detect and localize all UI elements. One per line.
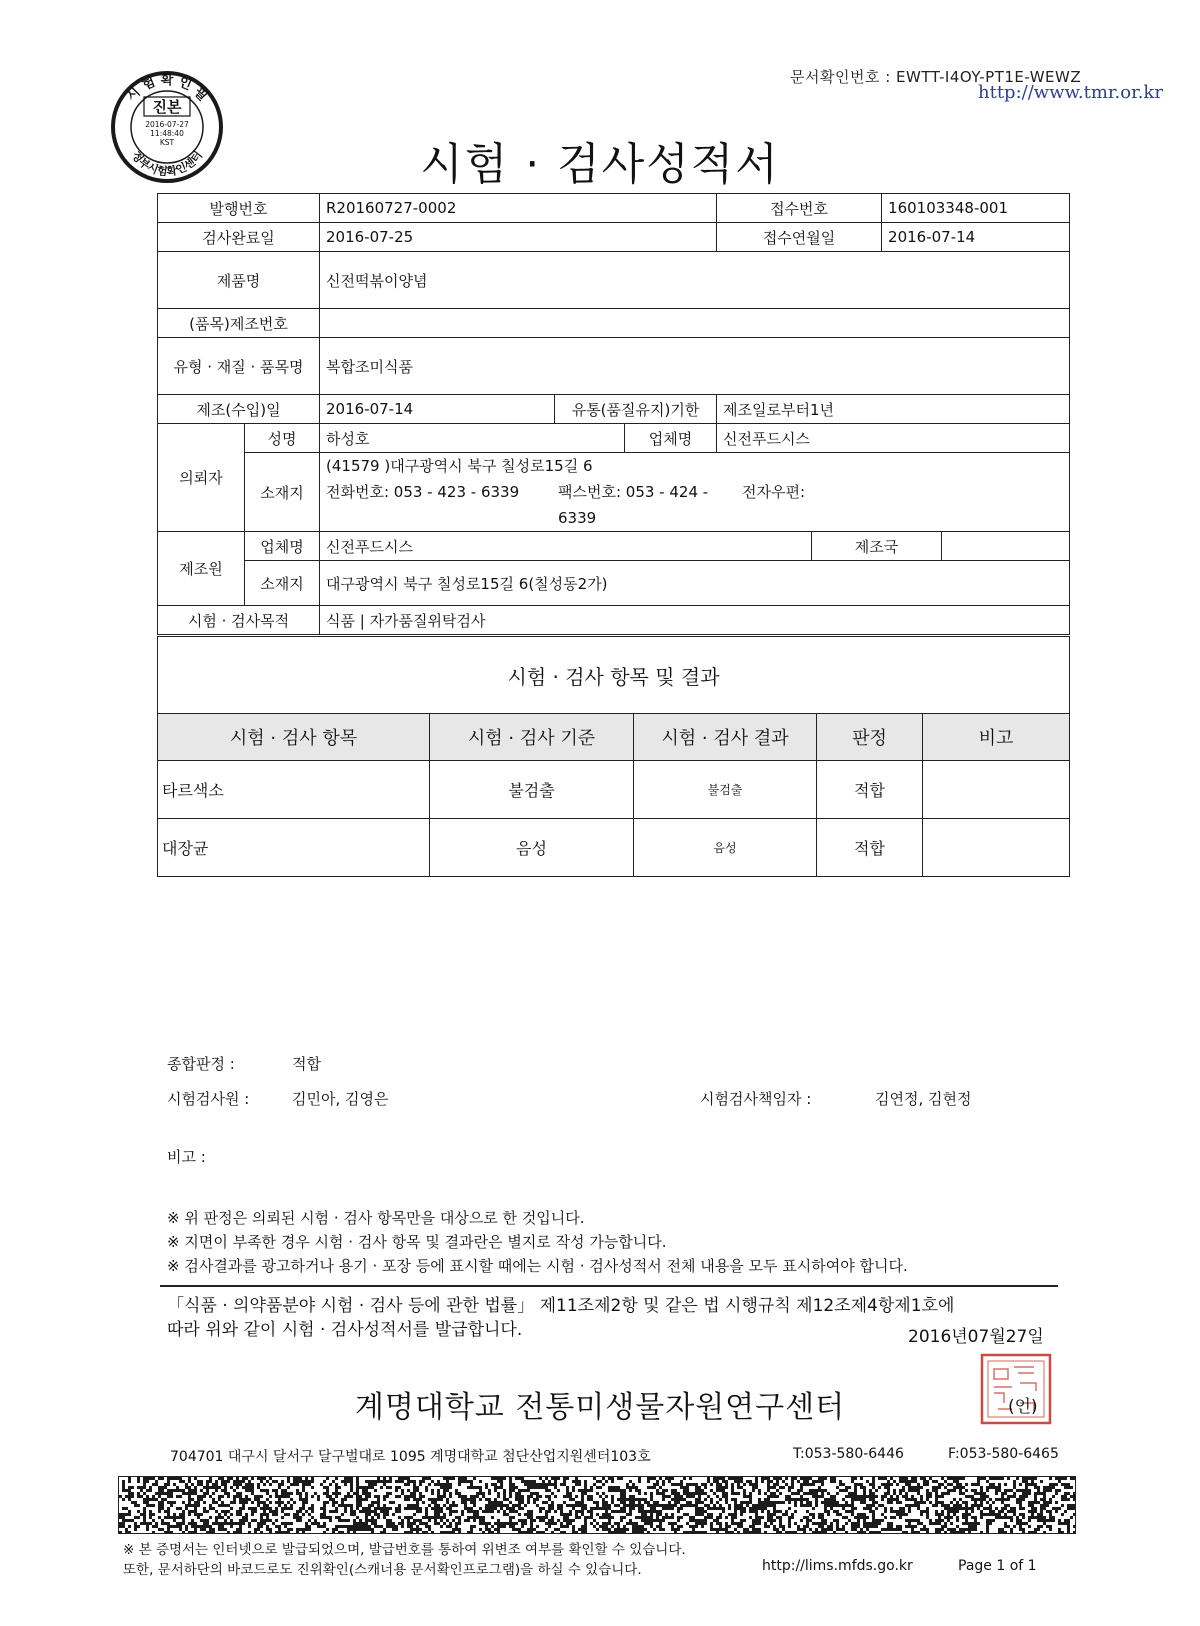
purpose-label: 시험 · 검사목적 xyxy=(158,606,320,635)
client-address: (41579 )대구광역시 북구 칠성로15길 6 xyxy=(326,457,593,475)
header-verdict: 판정 xyxy=(817,714,923,761)
issue-date: 2016년07월27일 xyxy=(908,1327,1044,1347)
row-result: 불검출 xyxy=(634,761,817,819)
header-item: 시험 · 검사 항목 xyxy=(158,714,430,761)
barcode-pattern-icon xyxy=(119,1477,1075,1533)
table-row xyxy=(158,761,1070,819)
law-statement-line1: 「식품 · 의약품분야 시험 · 검사 등에 관한 법률」 제11조제2항 및 같은 법 시행규칙 제12조제4항제1호에 xyxy=(167,1296,955,1316)
expiry-value: 제조일로부터1년 xyxy=(717,395,1070,424)
manager-label: 시험검사책임자 : xyxy=(700,1090,812,1108)
maker-location-label: 소재지 xyxy=(245,561,320,606)
maker-company: 신전푸드시스 xyxy=(320,532,812,561)
seal-top-text: 시 험 확 인 필 xyxy=(124,73,210,105)
complete-date-label: 검사완료일 xyxy=(158,223,320,252)
row-verdict: 적합 xyxy=(817,761,923,819)
remark-label: 비고 : xyxy=(167,1148,206,1166)
law-statement-line2: 따라 위와 같이 시험 · 검사성적서를 발급합니다. xyxy=(167,1320,523,1340)
client-location-label: 소재지 xyxy=(245,453,320,532)
maker-company-label: 업체명 xyxy=(245,532,320,561)
org-address: 704701 대구시 달서구 달구벌대로 1095 계명대학교 첨단산업지원센터103호 xyxy=(170,1449,651,1465)
product-name: 신전떡볶이양념 xyxy=(320,252,1070,309)
row-remark xyxy=(923,761,1070,819)
client-email: 전자우편: xyxy=(742,483,806,501)
row-standard: 음성 xyxy=(430,819,634,877)
org-fax: F:053-580-6465 xyxy=(948,1446,1059,1462)
manager-names: 김연정, 김현정 xyxy=(875,1090,972,1108)
seal-date: 2016-07-27 xyxy=(145,120,189,129)
issue-no: R20160727-0002 xyxy=(320,194,717,223)
client-fax: 팩스번호: 053 - 424 - 6339 xyxy=(558,483,709,527)
footer-note-line2: 또한, 문서하단의 바코드로도 진위확인(스캐너용 문서확인프로그램)을 하실 수 있습니다. xyxy=(123,1562,642,1578)
receipt-no: 160103348-001 xyxy=(882,194,1070,223)
seal-tz: KST xyxy=(159,138,175,147)
client-phone: 전화번호: 053 - 423 - 6339 xyxy=(326,483,520,501)
seal-bottom-text: 정부시험확인센터 xyxy=(128,148,206,179)
client-company: 신전푸드시스 xyxy=(717,424,1070,453)
mfg-date: 2016-07-14 xyxy=(320,395,555,424)
table-row xyxy=(158,819,1070,877)
top-url[interactable]: http://www.tmr.or.kr xyxy=(978,82,1163,103)
client-name: 하성호 xyxy=(320,424,625,453)
client-company-label: 업체명 xyxy=(625,424,717,453)
info-table xyxy=(157,193,1070,635)
row-verdict: 적합 xyxy=(817,819,923,877)
results-table xyxy=(157,636,1070,877)
client-label: 의뢰자 xyxy=(158,424,245,532)
receipt-date-label: 접수연월일 xyxy=(717,223,882,252)
header-remark: 비고 xyxy=(923,714,1070,761)
expiry-label: 유통(품질유지)기한 xyxy=(555,395,717,424)
results-section-title: 시험 · 검사 항목 및 결과 xyxy=(158,637,1070,714)
org-tel: T:053-580-6446 xyxy=(793,1446,904,1462)
note-line: ※ 지면이 부족한 경우 시험 · 검사 항목 및 결과란은 별지로 작성 가능합니다. xyxy=(167,1233,667,1251)
note-line: ※ 검사결과를 광고하거나 용기 · 포장 등에 표시할 때에는 시험 · 검사성적서 전체 내용을 모두 표시하여야 합니다. xyxy=(167,1257,908,1275)
receipt-date: 2016-07-14 xyxy=(882,223,1070,252)
divider xyxy=(160,1285,1058,1287)
purpose-value: 식품 | 자가품질위탁검사 xyxy=(320,606,1070,635)
page-title: 시험 · 검사성적서 xyxy=(420,139,780,190)
inspector-label: 시험검사원 : xyxy=(167,1090,250,1108)
note-line: ※ 위 판정은 의뢰된 시험 · 검사 항목만을 대상으로 한 것입니다. xyxy=(167,1209,585,1227)
organization-name: 계명대학교 전통미생물자원연구센터 xyxy=(354,1390,846,1425)
type-value: 복합조미식품 xyxy=(320,338,1070,395)
maker-label: 제조원 xyxy=(158,532,245,606)
overall-label: 종합판정 : xyxy=(167,1055,235,1073)
seal-center: 진본 xyxy=(152,98,182,116)
row-item: 타르색소 xyxy=(158,761,430,819)
seal-mark: (인) xyxy=(1008,1397,1038,1417)
lot-value xyxy=(320,309,1070,338)
document-check-number: 문서확인번호 : EWTT-I4OY-PT1E-WEWZ xyxy=(790,68,1082,86)
client-name-label: 성명 xyxy=(245,424,320,453)
footer-url[interactable]: http://lims.mfds.go.kr xyxy=(762,1558,913,1574)
receipt-no-label: 접수번호 xyxy=(717,194,882,223)
row-remark xyxy=(923,819,1070,877)
row-item: 대장균 xyxy=(158,819,430,877)
row-result: 음성 xyxy=(634,819,817,877)
footer-note-line1: ※ 본 증명서는 인터넷으로 발급되었으며, 발급번호를 통하여 위변조 여부를 확인할 수 있습니다. xyxy=(123,1542,686,1558)
country-value xyxy=(942,532,1070,561)
header-result: 시험 · 검사 결과 xyxy=(634,714,817,761)
type-label: 유형 · 재질 · 품목명 xyxy=(158,338,320,395)
document-barcode[interactable] xyxy=(118,1476,1076,1534)
issue-no-label: 발행번호 xyxy=(158,194,320,223)
mfg-date-label: 제조(수입)일 xyxy=(158,395,320,424)
maker-address: 대구광역시 북구 칠성로15길 6(칠성동2가) xyxy=(320,561,1070,606)
seal-time: 11:48:40 xyxy=(150,129,184,138)
lot-label: (품목)제조번호 xyxy=(158,309,320,338)
complete-date: 2016-07-25 xyxy=(320,223,717,252)
inspector-names: 김민아, 김영은 xyxy=(292,1090,389,1108)
row-standard: 불검출 xyxy=(430,761,634,819)
page-indicator: Page 1 of 1 xyxy=(958,1558,1037,1574)
overall-verdict: 적합 xyxy=(292,1055,321,1073)
header-standard: 시험 · 검사 기준 xyxy=(430,714,634,761)
country-label: 제조국 xyxy=(812,532,942,561)
product-label: 제품명 xyxy=(158,252,320,309)
